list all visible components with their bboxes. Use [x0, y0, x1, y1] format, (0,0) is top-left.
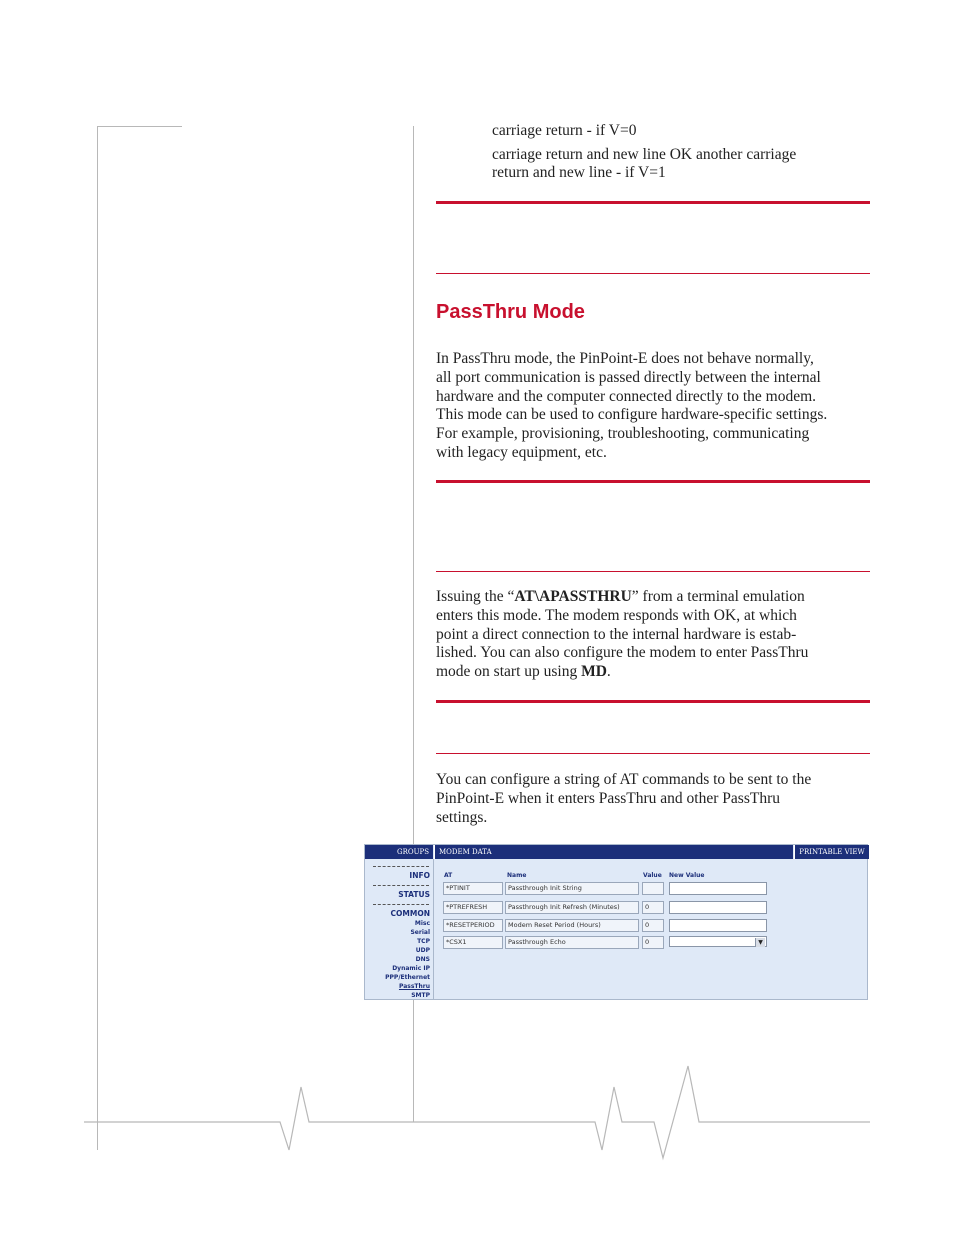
paragraph-2 — [436, 588, 876, 682]
current-value-cell: 0 — [642, 901, 664, 914]
paragraph-line — [436, 588, 876, 607]
text-run: . — [606, 663, 611, 681]
frame-top-line — [97, 126, 182, 127]
paragraph-line: all port communication is passed directly between the internal — [436, 368, 821, 386]
sidebar-item-serial[interactable]: Serial — [410, 929, 430, 936]
sidebar-item-misc[interactable]: Misc — [414, 920, 430, 927]
continuation-line-2b: return and new line - if V=1 — [492, 164, 666, 181]
sidebar-item-common[interactable]: COMMON — [390, 909, 430, 918]
sidebar-item-info[interactable]: INFO — [409, 871, 430, 880]
sidebar-item-passthru[interactable]: PassThru — [398, 983, 430, 990]
frame-left-line — [97, 126, 98, 1150]
paragraph-1 — [436, 350, 876, 463]
section-rule — [436, 273, 870, 274]
groups-sidebar — [365, 859, 434, 1000]
new-value-input[interactable] — [669, 901, 767, 914]
sidebar-item-dynamic-ip[interactable]: Dynamic IP — [392, 965, 430, 972]
paragraph-line — [436, 663, 876, 682]
current-value-cell: 0 — [642, 936, 664, 949]
printable-view-link[interactable]: PRINTABLE VIEW — [794, 845, 869, 859]
column-header-new-value: New Value — [669, 872, 705, 879]
paragraph-3 — [436, 771, 876, 827]
paragraph-line: PinPoint-E when it enters PassThru and other PassThru — [436, 789, 780, 807]
modem-data-header: MODEM DATA — [434, 845, 793, 859]
paragraph-line: with legacy equipment, etc. — [436, 443, 607, 461]
current-value-cell — [642, 882, 664, 895]
command-md: MD — [581, 663, 607, 681]
setting-name-cell: Modem Reset Period (Hours) — [505, 919, 639, 932]
section-rule — [436, 201, 870, 204]
new-value-select[interactable] — [669, 936, 767, 947]
column-header-name: Name — [507, 872, 527, 879]
command-at-passthru: AT\APASSTHRU — [514, 588, 632, 605]
paragraph-line: You can configure a string of AT commands to be sent to the — [436, 771, 812, 788]
modem-config-screenshot — [364, 844, 868, 1000]
section-rule — [436, 700, 870, 703]
section-rule — [436, 753, 870, 754]
text-run: Issuing the “ — [436, 588, 515, 605]
current-value-cell: 0 — [642, 919, 664, 932]
sidebar-divider — [373, 866, 429, 867]
column-header-value: Value — [643, 872, 662, 879]
sidebar-divider — [373, 904, 429, 905]
at-command-cell: *PTINIT — [443, 882, 503, 895]
sidebar-item-status[interactable]: STATUS — [398, 890, 430, 899]
new-value-input[interactable] — [669, 882, 767, 895]
footer-waveform — [0, 1060, 954, 1170]
column-header-at: AT — [444, 872, 453, 879]
continuation-line-2a: carriage return and new line OK another carriage — [492, 146, 797, 163]
setting-name-cell: Passthrough Init String — [505, 882, 639, 895]
setting-name-cell: Passthrough Init Refresh (Minutes) — [505, 901, 639, 914]
text-run: ” from a terminal emulation — [631, 588, 805, 605]
at-command-cell: *PTREFRESH — [443, 901, 503, 914]
sidebar-divider — [373, 885, 429, 886]
paragraph-line: In PassThru mode, the PinPoint-E does not behave normally, — [436, 350, 814, 367]
sidebar-item-ppp-ethernet[interactable]: PPP/Ethernet — [385, 974, 430, 981]
continuation-line-1: carriage return - if V=0 — [492, 122, 637, 139]
sidebar-item-dns[interactable]: DNS — [415, 956, 430, 963]
at-command-cell: *CSX1 — [443, 936, 503, 949]
groups-header: GROUPS — [365, 845, 433, 859]
setting-name-cell: Passthrough Echo — [505, 936, 639, 949]
new-value-input[interactable] — [669, 919, 767, 932]
paragraph-line: hardware and the computer connected directly to the modem. — [436, 387, 817, 405]
paragraph-line: This mode can be used to configure hardware-specific settings. — [436, 406, 828, 424]
paragraph-line: settings. — [436, 808, 488, 826]
at-command-cell: *RESETPERIOD — [443, 919, 503, 932]
section-title: PassThru Mode — [436, 301, 585, 323]
paragraph-line: lished. You can also configure the modem to enter PassThru — [436, 644, 809, 662]
sidebar-item-smtp[interactable]: SMTP — [411, 992, 430, 999]
section-rule — [436, 480, 870, 483]
paragraph-line: For example, provisioning, troubleshooting, communicating — [436, 425, 810, 443]
chevron-down-icon[interactable]: ▼ — [755, 938, 765, 947]
paragraph-line: enters this mode. The modem responds with OK, at which — [436, 606, 797, 624]
section-rule — [436, 571, 870, 572]
sidebar-item-tcp[interactable]: TCP — [417, 938, 430, 945]
sidebar-item-udp[interactable]: UDP — [415, 947, 430, 954]
paragraph-line: point a direct connection to the internal hardware is estab- — [436, 625, 797, 643]
text-run: mode on start up using — [436, 663, 582, 681]
